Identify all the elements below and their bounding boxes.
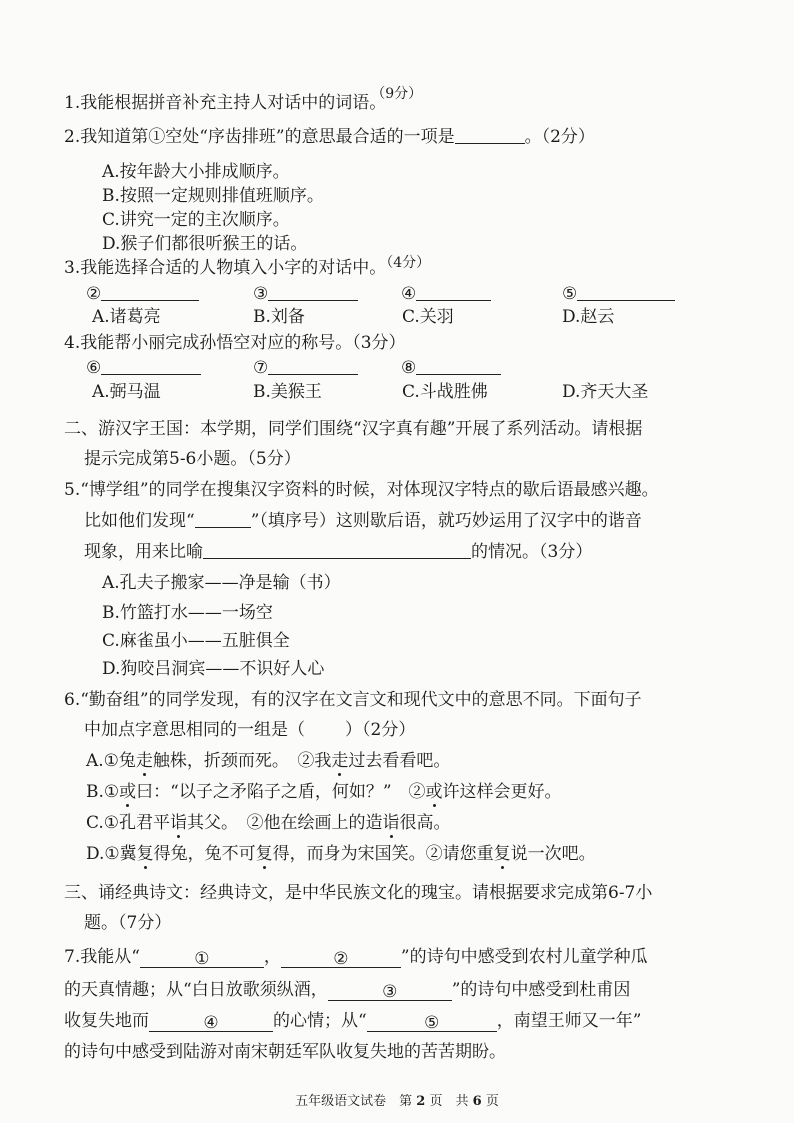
q3-option-d: D.赵云	[562, 307, 615, 327]
dotted-char: 或	[119, 782, 137, 802]
q6-text-b: ）（2分）	[345, 720, 416, 740]
q2-score: 。（2分）	[524, 127, 595, 147]
section-2-heading-cont: 提示完成第5-6小题。（5分）	[84, 449, 301, 469]
q6-text-a: 中加点字意思相同的一组是（	[84, 720, 305, 740]
dotted-char: 走	[135, 751, 153, 771]
section-2-heading: 二、游汉字王国：本学期，同学们围绕“汉字真有趣”开展了系列活动。请根据	[64, 419, 643, 439]
q2-answer-blank[interactable]	[455, 127, 525, 144]
q6-option-d: D.①冀复得兔，兔不可复得，而身为宋国笑。②请您重复说一次吧。	[86, 844, 596, 864]
poem-blank-1[interactable]: ①	[140, 951, 264, 968]
q3-option-a: A.诸葛亮	[92, 307, 161, 327]
q7-line-1: 7.我能从“ ① ， ② ”的诗句中感受到农村儿童学种瓜	[64, 947, 648, 969]
q4-blank-8[interactable]	[401, 357, 501, 379]
q6-option-a: A.①兔走触株，折颈而死。 ②我走过去看看吧。	[86, 751, 451, 771]
q3-blank-5[interactable]	[562, 283, 675, 305]
dotted-char: 或	[425, 782, 443, 802]
q6-option-c: C.①孔君平诣其父。 ②他在绘画上的造诣很高。	[86, 813, 451, 833]
section-3-heading: 三、诵经典诗文：经典诗文，是中华民族文化的瑰宝。请根据要求完成第6-7小	[64, 883, 653, 903]
q4-option-b: B.美猴王	[253, 382, 322, 402]
q5-line-3	[84, 541, 592, 563]
circled-3: ③	[253, 284, 269, 304]
q3-score: （4分）	[386, 255, 431, 271]
q3-text: 3.我能选择合适的人物填入小字的对话中。	[64, 258, 387, 278]
q3-blank-2[interactable]	[86, 283, 199, 305]
poem-blank-5[interactable]: ⑤	[367, 1015, 497, 1032]
q2-text: 2.我知道第①空处“序齿排班”的意思最合适的一项是	[64, 127, 455, 147]
poem-blank-4[interactable]: ④	[149, 1015, 273, 1032]
q2-option-c: C.讲究一定的主次顺序。	[102, 210, 290, 230]
q3-blank-3[interactable]	[253, 283, 358, 305]
q5-line-2	[84, 510, 642, 532]
poem-blank-2[interactable]: ②	[281, 951, 401, 968]
poem-blank-3[interactable]: ③	[328, 984, 452, 1001]
q3-line	[64, 257, 430, 280]
q4-blank-6[interactable]	[86, 357, 201, 379]
q5-number-blank[interactable]	[195, 511, 251, 528]
q5-text-b: ”（填序号）这则歇后语，就巧妙运用了汉字中的谐音	[250, 511, 642, 531]
page-total: 6	[472, 1094, 482, 1109]
circled-7: ⑦	[253, 358, 269, 378]
q5-option-a: A.孔夫子搬家——净是输（书）	[102, 573, 341, 593]
q5-text-a: 比如他们发现“	[84, 511, 195, 531]
q5-text-d: 的情况。（3分）	[471, 542, 593, 562]
q3-option-c: C.关羽	[402, 307, 454, 327]
q3-blank-4[interactable]	[401, 283, 491, 305]
q1-score: （9分）	[378, 86, 423, 102]
q4-option-c: C.斗战胜佛	[402, 382, 488, 402]
q2-option-b: B.按照一定规则排值班顺序。	[102, 186, 324, 206]
q4-blank-row	[0, 357, 794, 381]
q4-blank-7[interactable]	[253, 357, 358, 379]
q5-option-d: D.狗咬吕洞宾——不识好人心	[102, 659, 325, 679]
dotted-char: 复	[136, 844, 154, 864]
q3-blank-row	[0, 283, 794, 307]
page-footer: 五年级语文试卷 第 2 页 共 6 页	[295, 1094, 499, 1109]
q5-text-c: 现象，用来比喻	[84, 542, 203, 562]
circled-2: ②	[86, 284, 102, 304]
q4-option-a: A.弼马温	[92, 382, 161, 402]
q7-line-3: 收复失地而 ④ 的心情；从“ ⑤ ，南望王师又一年”	[64, 1011, 642, 1033]
circled-8: ⑧	[401, 358, 417, 378]
circled-6: ⑥	[86, 358, 102, 378]
q5-option-c: C.麻雀虽小——五脏俱全	[102, 631, 290, 651]
q4-option-row	[0, 381, 794, 405]
q7-line-4: 的诗句中感受到陆游对南宋朝廷军队收复失地的苦苦期盼。	[64, 1042, 506, 1062]
q3-option-row	[0, 306, 794, 330]
q2-option-a: A.按年龄大小排成顺序。	[102, 162, 290, 182]
dotted-char: 走	[331, 751, 349, 771]
q1-text: 1.我能根据拼音补充主持人对话中的词语。	[64, 93, 387, 113]
q5-line-1: 5.“博学组”的同学在搜集汉字资料的时候，对体现汉字特点的歇后语最感兴趣。	[64, 480, 659, 500]
dotted-char: 诣	[170, 813, 188, 833]
page-number: 2	[416, 1094, 426, 1109]
q5-option-b: B.竹篮打水——一场空	[102, 603, 273, 623]
circled-5: ⑤	[562, 284, 578, 304]
dotted-char: 复	[493, 844, 511, 864]
q2-option-d: D.猴子们都很听猴王的话。	[102, 234, 308, 254]
section-3-heading-cont: 题。（7分）	[84, 913, 172, 933]
q2-line	[64, 126, 595, 148]
q1-line	[64, 86, 430, 115]
q4-line: 4.我能帮小丽完成孙悟空对应的称号。（3分）	[64, 333, 406, 353]
circled-4: ④	[401, 284, 417, 304]
q3-option-b: B.刘备	[253, 307, 305, 327]
q6-option-b: B.①或曰：“以子之矛陷子之盾，何如？” ②或许这样会更好。	[86, 782, 562, 802]
q7-line-2: 的天真情趣；从“白日放歌须纵酒， ③ ”的诗句中感受到杜甫因	[64, 980, 631, 1002]
q4-option-d: D.齐天大圣	[562, 382, 649, 402]
q6-line-2	[84, 719, 415, 741]
dotted-char: 复	[255, 844, 273, 864]
q6-line-1: 6.“勤奋组”的同学发现，有的汉字在文言文和现代文中的意思不同。下面句子	[64, 690, 642, 710]
dotted-char: 诣	[382, 813, 400, 833]
q5-meaning-blank[interactable]	[203, 542, 471, 559]
